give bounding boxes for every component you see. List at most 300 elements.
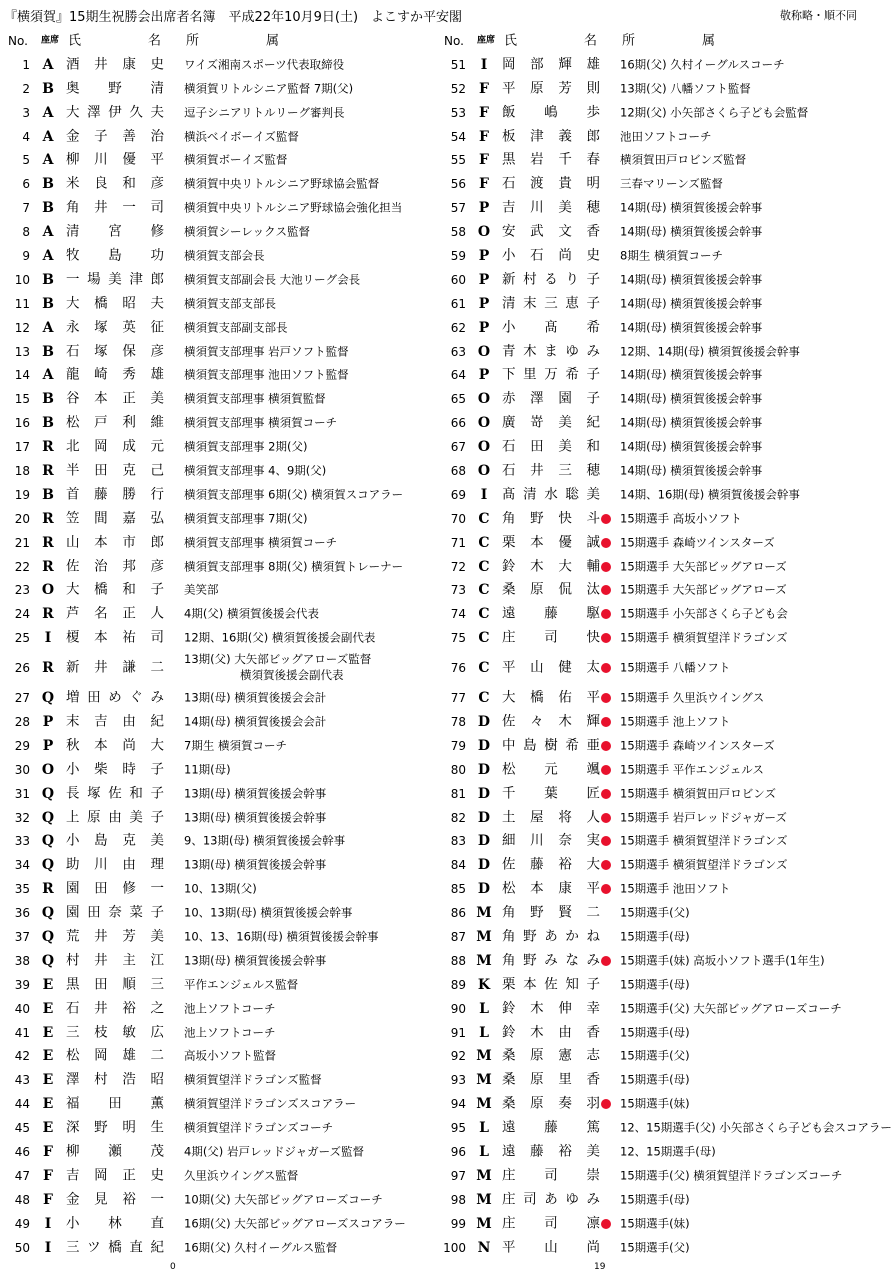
seat-letter: C — [478, 630, 490, 647]
attendee-number: 2 — [22, 81, 30, 96]
affiliation: 15期選手(妹) — [620, 1096, 690, 1111]
attendee-name: 谷 本 正 美 — [66, 390, 164, 407]
affiliation: 10期(父) 大矢部ビッグアローズコーチ — [184, 1192, 383, 1207]
attendee-row — [440, 1236, 856, 1260]
attendee-number: 44 — [14, 1097, 30, 1112]
attendee-name: 石 井 三 穂 — [502, 462, 600, 479]
seat-letter: M — [476, 905, 492, 922]
attendee-number: 92 — [450, 1049, 466, 1064]
attendee-number: 72 — [450, 559, 466, 574]
affiliation: 14期(母) 横須賀後援会幹事 — [620, 319, 763, 334]
attendee-number: 94 — [450, 1097, 466, 1112]
affiliation: 16期(父) 久村イーグルスコーチ — [620, 57, 785, 72]
attendee-name: 松 戸 利 維 — [66, 414, 164, 431]
affiliation: 15期選手 岩戸レッドジャガーズ — [620, 809, 787, 824]
seat-letter: C — [478, 582, 490, 599]
seat-letter: E — [42, 1048, 54, 1065]
affiliation: 12期、14期(母) 横須賀後援会幹事 — [620, 343, 800, 358]
attendee-name: 牧 島 功 — [66, 247, 164, 264]
attendee-number: 35 — [14, 882, 30, 897]
attendee-row — [4, 1212, 420, 1236]
seat-letter: F — [479, 152, 489, 169]
attendee-number: 7 — [22, 201, 30, 216]
attendee-row — [4, 578, 420, 602]
seat-letter: Q — [41, 833, 55, 850]
attendee-number: 42 — [14, 1049, 30, 1064]
attendee-name: 佐 藤 裕 大 — [502, 856, 600, 873]
attendee-name: 小 髙 希 — [502, 318, 600, 335]
attendee-row — [440, 1188, 856, 1212]
seat-letter: I — [44, 1215, 52, 1232]
attendee-row — [440, 710, 856, 734]
attendee-number: 99 — [450, 1216, 466, 1231]
seat-letter: O — [477, 343, 491, 360]
player-marker-dot — [601, 538, 611, 548]
attendee-name: 末 吉 由 紀 — [66, 713, 164, 730]
affiliation: 12期(父) 小矢部さくら子ども会監督 — [620, 104, 809, 119]
seat-letter: M — [476, 952, 492, 969]
seat-letter: I — [480, 56, 488, 73]
attendee-number: 8 — [22, 225, 30, 240]
seat-letter: L — [479, 1000, 489, 1017]
affiliation: 横須賀リトルシニア監督 7期(父) — [184, 80, 354, 95]
attendee-name: 庄 司 あ ゆ み — [502, 1191, 600, 1208]
attendee-name: 鈴 木 伸 幸 — [502, 999, 600, 1016]
attendee-number: 87 — [450, 930, 466, 944]
seat-letter: A — [42, 56, 54, 73]
attendee-name: 酒 井 康 史 — [66, 56, 164, 73]
attendee-name: 庄 司 崇 — [502, 1167, 600, 1184]
affiliation: 14期(母) 横須賀後援会幹事 — [620, 224, 763, 239]
affiliation: 10、13期(父) — [184, 881, 257, 896]
attendee-number: 12 — [14, 320, 30, 335]
attendee-name: 庄 司 快 — [502, 629, 600, 646]
affiliation: 4期(父) 岩戸レッドジャガーズ監督 — [184, 1144, 365, 1159]
attendee-name: 遠 藤 駆 — [502, 605, 600, 622]
attendee-name: 大 澤 伊 久 夫 — [66, 103, 164, 120]
seat-letter: N — [477, 1239, 491, 1256]
seat-letter: A — [42, 247, 54, 264]
player-marker-dot — [601, 585, 611, 595]
affiliation: 横須賀ボーイズ監督 — [184, 152, 288, 167]
attendee-number: 57 — [450, 201, 466, 216]
attendee-row — [4, 901, 420, 925]
seat-letter: M — [476, 929, 492, 945]
attendee-name: 福 田 薫 — [66, 1095, 164, 1112]
attendee-name: 清 宮 修 — [66, 223, 164, 240]
attendee-name: 大 橋 和 子 — [66, 581, 164, 598]
attendee-name: 佐 々 木 輝 — [502, 713, 600, 730]
attendee-number: 49 — [14, 1216, 30, 1231]
seat-letter: A — [42, 224, 54, 241]
seat-letter: B — [42, 80, 54, 97]
attendee-row — [4, 244, 420, 268]
affiliation: 14期(母) 横須賀後援会幹事 — [620, 367, 763, 382]
attendee-number: 48 — [14, 1192, 30, 1207]
affiliation: 15期選手(父) 横須賀望洋ドラゴンズコーチ — [620, 1168, 843, 1183]
seat-letter: C — [478, 510, 490, 527]
attendee-number: 29 — [14, 738, 30, 753]
attendee-row — [4, 125, 420, 149]
affiliation: 15期選手 平作エンジェルス — [620, 762, 764, 777]
attendee-row — [4, 1140, 420, 1164]
affiliation: 14期(母) 横須賀後援会幹事 — [620, 415, 763, 430]
attendee-row — [4, 1236, 420, 1260]
attendee-number: 22 — [14, 559, 30, 574]
attendee-row — [440, 853, 856, 877]
seat-letter: D — [477, 833, 491, 850]
player-marker-dot — [601, 836, 611, 846]
affiliation: 横浜ベイボーイズ監督 — [184, 128, 299, 143]
attendee-row — [4, 650, 420, 686]
attendee-number: 40 — [14, 1001, 30, 1016]
attendee-number: 31 — [14, 786, 30, 801]
attendee-row — [440, 125, 856, 149]
seat-letter: A — [42, 128, 54, 145]
seat-letter: O — [41, 582, 55, 599]
attendee-number: 73 — [450, 583, 466, 598]
seat-letter: A — [42, 152, 54, 169]
seat-letter: D — [477, 761, 491, 778]
attendee-name: 青 木 ま ゆ み — [502, 342, 600, 359]
affiliation: 15期選手 横須賀田戸ロビンズ — [620, 785, 776, 800]
affiliation: 12、15期選手(母) — [620, 1144, 716, 1159]
seat-letter: Q — [41, 857, 55, 874]
affiliation: 16期(父) 大矢部ビッグアローズスコアラー — [184, 1215, 406, 1230]
seat-letter: O — [477, 391, 491, 408]
attendee-name: 園 田 修 一 — [66, 880, 164, 897]
attendee-row — [440, 507, 856, 531]
seat-letter: E — [42, 1072, 54, 1089]
seat-letter: C — [478, 660, 490, 677]
affiliation: 15期選手 森崎ツインスターズ — [620, 738, 775, 753]
seat-letter: B — [42, 391, 54, 408]
attendee-row — [4, 686, 420, 710]
seat-letter: B — [42, 415, 54, 432]
attendee-number: 5 — [22, 153, 30, 168]
attendee-row — [440, 1212, 856, 1236]
seat-letter: M — [476, 1215, 492, 1232]
attendee-name: 岡 部 輝 雄 — [502, 56, 600, 73]
affiliation: 横須賀シーレックス監督 — [184, 224, 311, 239]
attendee-row — [4, 292, 420, 316]
player-marker-dot — [601, 765, 611, 775]
seat-letter: F — [479, 176, 489, 193]
attendee-row — [440, 626, 856, 650]
seat-letter: E — [42, 976, 54, 993]
affiliation: 横須賀中央リトルシニア野球協会監督 — [184, 176, 380, 191]
affiliation: 横須賀支部会長 — [184, 248, 265, 263]
affiliation: 15期選手 横須賀望洋ドラゴンズ — [620, 857, 788, 872]
affiliation: 横須賀支部理事 岩戸ソフト監督 — [184, 343, 349, 358]
attendee-name: 遠 藤 裕 美 — [502, 1143, 600, 1160]
seat-letter: F — [43, 1144, 53, 1161]
seat-letter: D — [477, 785, 491, 802]
affiliation: 15期選手 森崎ツインスターズ — [620, 534, 775, 549]
attendee-number: 53 — [450, 105, 466, 120]
header-no: No. — [444, 33, 464, 48]
seat-letter: D — [477, 737, 491, 754]
attendee-number: 34 — [14, 858, 30, 873]
seat-letter: P — [478, 247, 490, 264]
attendee-name: 上 原 由 美 子 — [66, 808, 164, 825]
attendee-row — [4, 555, 420, 579]
attendee-name: 中 島 樹 希 亜 — [502, 737, 600, 754]
affiliation: 10、13期(母) 横須賀後援会幹事 — [184, 905, 353, 920]
attendee-number: 20 — [14, 511, 30, 526]
affiliation: 15期選手(妹) — [620, 1215, 690, 1230]
attendee-row — [4, 172, 420, 196]
attendee-number: 75 — [450, 631, 466, 646]
affiliation: 14期(母) 横須賀後援会幹事 — [620, 391, 763, 406]
affiliation: 高坂小ソフト監督 — [184, 1048, 276, 1063]
seat-letter: O — [477, 439, 491, 456]
attendee-number: 71 — [450, 535, 466, 550]
attendee-row — [4, 1116, 420, 1140]
player-marker-dot — [601, 514, 611, 524]
attendee-number: 30 — [14, 762, 30, 777]
attendee-name: 松 元 颯 — [502, 761, 600, 778]
seat-letter: C — [478, 690, 490, 707]
affiliation: 13期(母) 横須賀後援会会計 — [184, 690, 327, 705]
seat-letter: P — [478, 319, 490, 336]
seat-letter: L — [479, 1144, 489, 1161]
seat-letter: A — [42, 319, 54, 336]
seat-letter: I — [480, 486, 488, 503]
affiliation: 15期選手(父) — [620, 1048, 690, 1063]
seat-letter: F — [479, 80, 489, 97]
attendee-row — [4, 1045, 420, 1069]
seat-letter: B — [42, 343, 54, 360]
seat-letter: Q — [41, 690, 55, 707]
affiliation: 横須賀支部理事 2期(父) — [184, 439, 308, 454]
attendee-row — [440, 782, 856, 806]
attendee-name: 飯 嶋 歩 — [502, 103, 600, 120]
attendee-number: 84 — [450, 858, 466, 873]
seat-letter: A — [42, 104, 54, 121]
seat-letter: B — [42, 271, 54, 288]
seat-letter: R — [42, 881, 54, 898]
attendee-name: 半 田 克 己 — [66, 462, 164, 479]
attendee-number: 11 — [14, 296, 30, 311]
attendee-number: 62 — [450, 320, 466, 335]
seat-letter: P — [478, 367, 490, 384]
attendee-row — [440, 578, 856, 602]
seat-letter: M — [476, 1096, 492, 1113]
attendee-name: 髙 清 水 聡 美 — [502, 486, 600, 503]
attendee-name: 石 田 美 和 — [502, 438, 600, 455]
attendee-row — [4, 507, 420, 531]
attendee-number: 97 — [450, 1168, 466, 1183]
attendee-number: 80 — [450, 762, 466, 777]
attendee-row — [440, 172, 856, 196]
attendee-row — [440, 340, 856, 364]
attendee-row — [440, 949, 856, 973]
seat-letter: C — [478, 558, 490, 575]
header-seat: 座席 — [40, 35, 59, 46]
attendee-name: 米 良 和 彦 — [66, 175, 164, 192]
affiliation: 久里浜ウイングス監督 — [184, 1168, 299, 1183]
affiliation: 横須賀支部副会長 大池リーグ会長 — [184, 272, 361, 287]
attendee-name: 金 見 裕 一 — [66, 1191, 164, 1208]
seat-letter: M — [476, 1072, 492, 1089]
attendee-name: 角 野 み な み — [502, 952, 600, 969]
attendee-number: 74 — [450, 607, 466, 622]
attendee-number: 26 — [14, 661, 30, 676]
attendee-name: 村 井 主 江 — [66, 952, 164, 969]
affiliation: 15期選手(母) — [620, 1192, 690, 1207]
affiliation: 横須賀支部理事 横須賀コーチ — [184, 415, 338, 430]
attendee-name: 下 里 万 希 子 — [502, 366, 600, 383]
header-aff-1: 所 — [186, 33, 200, 49]
attendee-name: 千 葉 匠 — [502, 784, 600, 801]
column-header — [440, 29, 856, 53]
attendee-list-left — [4, 29, 420, 1260]
affiliation: 15期選手 久里浜ウイングス — [620, 690, 765, 705]
attendee-row — [440, 220, 856, 244]
attendee-row — [4, 483, 420, 507]
attendee-name: 角 野 賢 二 — [502, 904, 600, 921]
attendee-number: 89 — [450, 977, 466, 992]
seat-letter: K — [477, 976, 491, 993]
attendee-name: 角 野 快 斗 — [502, 510, 600, 526]
attendee-row — [440, 459, 856, 483]
column-header — [4, 29, 420, 53]
affiliation: 横須賀望洋ドラゴンズコーチ — [184, 1120, 334, 1135]
seat-letter: D — [477, 881, 491, 898]
player-marker-dot — [601, 1219, 611, 1229]
attendee-row — [4, 949, 420, 973]
seat-letter: P — [42, 737, 54, 754]
attendee-row — [4, 853, 420, 877]
affiliation: 15期選手(妹) 高坂小ソフト選手(1年生) — [620, 953, 825, 968]
attendee-row — [4, 1021, 420, 1045]
affiliation: 9、13期(母) 横須賀後援会幹事 — [184, 833, 346, 848]
player-marker-dot — [601, 663, 611, 673]
attendee-row — [440, 196, 856, 220]
page-number-left: 0 — [170, 1262, 176, 1272]
attendee-name: 角 井 一 司 — [66, 199, 164, 216]
attendee-name: 松 岡 雄 二 — [66, 1047, 164, 1064]
attendee-name: 新 村 る り 子 — [502, 271, 600, 288]
attendee-number: 27 — [14, 691, 30, 706]
attendee-row — [4, 220, 420, 244]
affiliation: 14期(母) 横須賀後援会幹事 — [620, 295, 763, 310]
affiliation-line-2: 横須賀後援会副代表 — [240, 668, 344, 683]
seat-letter: E — [42, 1024, 54, 1041]
attendee-name: 北 岡 成 元 — [66, 438, 164, 455]
attendee-number: 77 — [450, 691, 466, 706]
attendee-row — [440, 925, 856, 949]
attendee-row — [440, 316, 856, 340]
seat-letter: F — [479, 128, 489, 145]
attendee-row — [440, 830, 856, 854]
seat-letter: F — [479, 104, 489, 121]
attendee-row — [440, 877, 856, 901]
attendee-number: 54 — [450, 129, 466, 144]
attendee-row — [4, 877, 420, 901]
attendee-name: 三 ツ 橋 直 紀 — [66, 1238, 164, 1255]
affiliation: 横須賀支部理事 池田ソフト監督 — [184, 367, 349, 382]
seat-letter: O — [477, 462, 491, 479]
attendee-row — [4, 830, 420, 854]
seat-letter: F — [43, 1167, 53, 1184]
affiliation: 横須賀支部理事 7期(父) — [184, 511, 308, 525]
affiliation: 13期(父) 大矢部ビッグアローズ監督 — [184, 652, 372, 667]
player-marker-dot — [601, 693, 611, 703]
attendee-row — [440, 1068, 856, 1092]
seat-letter: R — [42, 439, 54, 456]
attendee-number: 19 — [14, 487, 30, 502]
attendee-row — [4, 602, 420, 626]
attendee-name: 柳 川 優 平 — [66, 151, 164, 168]
attendee-number: 43 — [14, 1073, 30, 1088]
attendee-number: 17 — [14, 440, 30, 455]
attendee-number: 47 — [14, 1168, 30, 1183]
seat-letter: O — [41, 761, 55, 778]
attendee-name: 永 塚 英 征 — [66, 318, 164, 335]
attendee-row — [4, 363, 420, 387]
attendee-name: 桑 原 侃 汰 — [502, 581, 600, 598]
affiliation: 13期(父) 八幡ソフト監督 — [620, 80, 751, 95]
attendee-name: 龍 崎 秀 雄 — [66, 366, 164, 383]
seat-letter: E — [42, 1000, 54, 1017]
attendee-row — [4, 1068, 420, 1092]
attendee-row — [440, 1021, 856, 1045]
affiliation: 横須賀支部副支部長 — [184, 319, 288, 334]
attendee-row — [440, 1140, 856, 1164]
player-marker-dot — [601, 633, 611, 643]
attendee-name: 秋 本 尚 大 — [66, 737, 164, 754]
attendee-row — [4, 710, 420, 734]
seat-letter: R — [42, 660, 54, 677]
header-name-2: 名 — [584, 33, 598, 49]
seat-letter: C — [478, 534, 490, 551]
attendee-row — [4, 148, 420, 172]
attendee-name: 深 野 明 生 — [66, 1119, 164, 1136]
attendee-number: 68 — [450, 463, 466, 478]
attendee-row — [4, 1188, 420, 1212]
attendee-name: 山 本 市 郎 — [66, 533, 164, 550]
seat-letter: R — [42, 510, 54, 527]
affiliation: 横須賀支部支部長 — [184, 295, 276, 310]
seat-letter: I — [44, 1239, 52, 1256]
attendee-number: 95 — [450, 1121, 466, 1136]
player-marker-dot — [601, 1099, 611, 1109]
affiliation: 10、13、16期(母) 横須賀後援会幹事 — [184, 929, 379, 944]
attendee-row — [440, 363, 856, 387]
affiliation: 15期選手 池上ソフト — [620, 714, 731, 729]
attendee-row — [4, 387, 420, 411]
attendee-number: 1 — [22, 57, 30, 72]
player-marker-dot — [601, 609, 611, 619]
seat-letter: L — [479, 1120, 489, 1137]
attendee-number: 65 — [450, 392, 466, 407]
attendee-number: 70 — [450, 511, 466, 526]
affiliation: 美笑部 — [184, 582, 219, 597]
affiliation: 15期選手 池田ソフト — [620, 881, 731, 896]
seat-letter: B — [42, 176, 54, 193]
attendee-number: 24 — [14, 607, 30, 622]
seat-letter: P — [478, 295, 490, 312]
attendee-row — [4, 101, 420, 125]
header-name-1: 氏 — [68, 33, 82, 49]
attendee-row — [4, 997, 420, 1021]
attendee-row — [4, 626, 420, 650]
seat-letter: Q — [41, 929, 55, 945]
attendee-row — [4, 340, 420, 364]
attendee-row — [4, 758, 420, 782]
